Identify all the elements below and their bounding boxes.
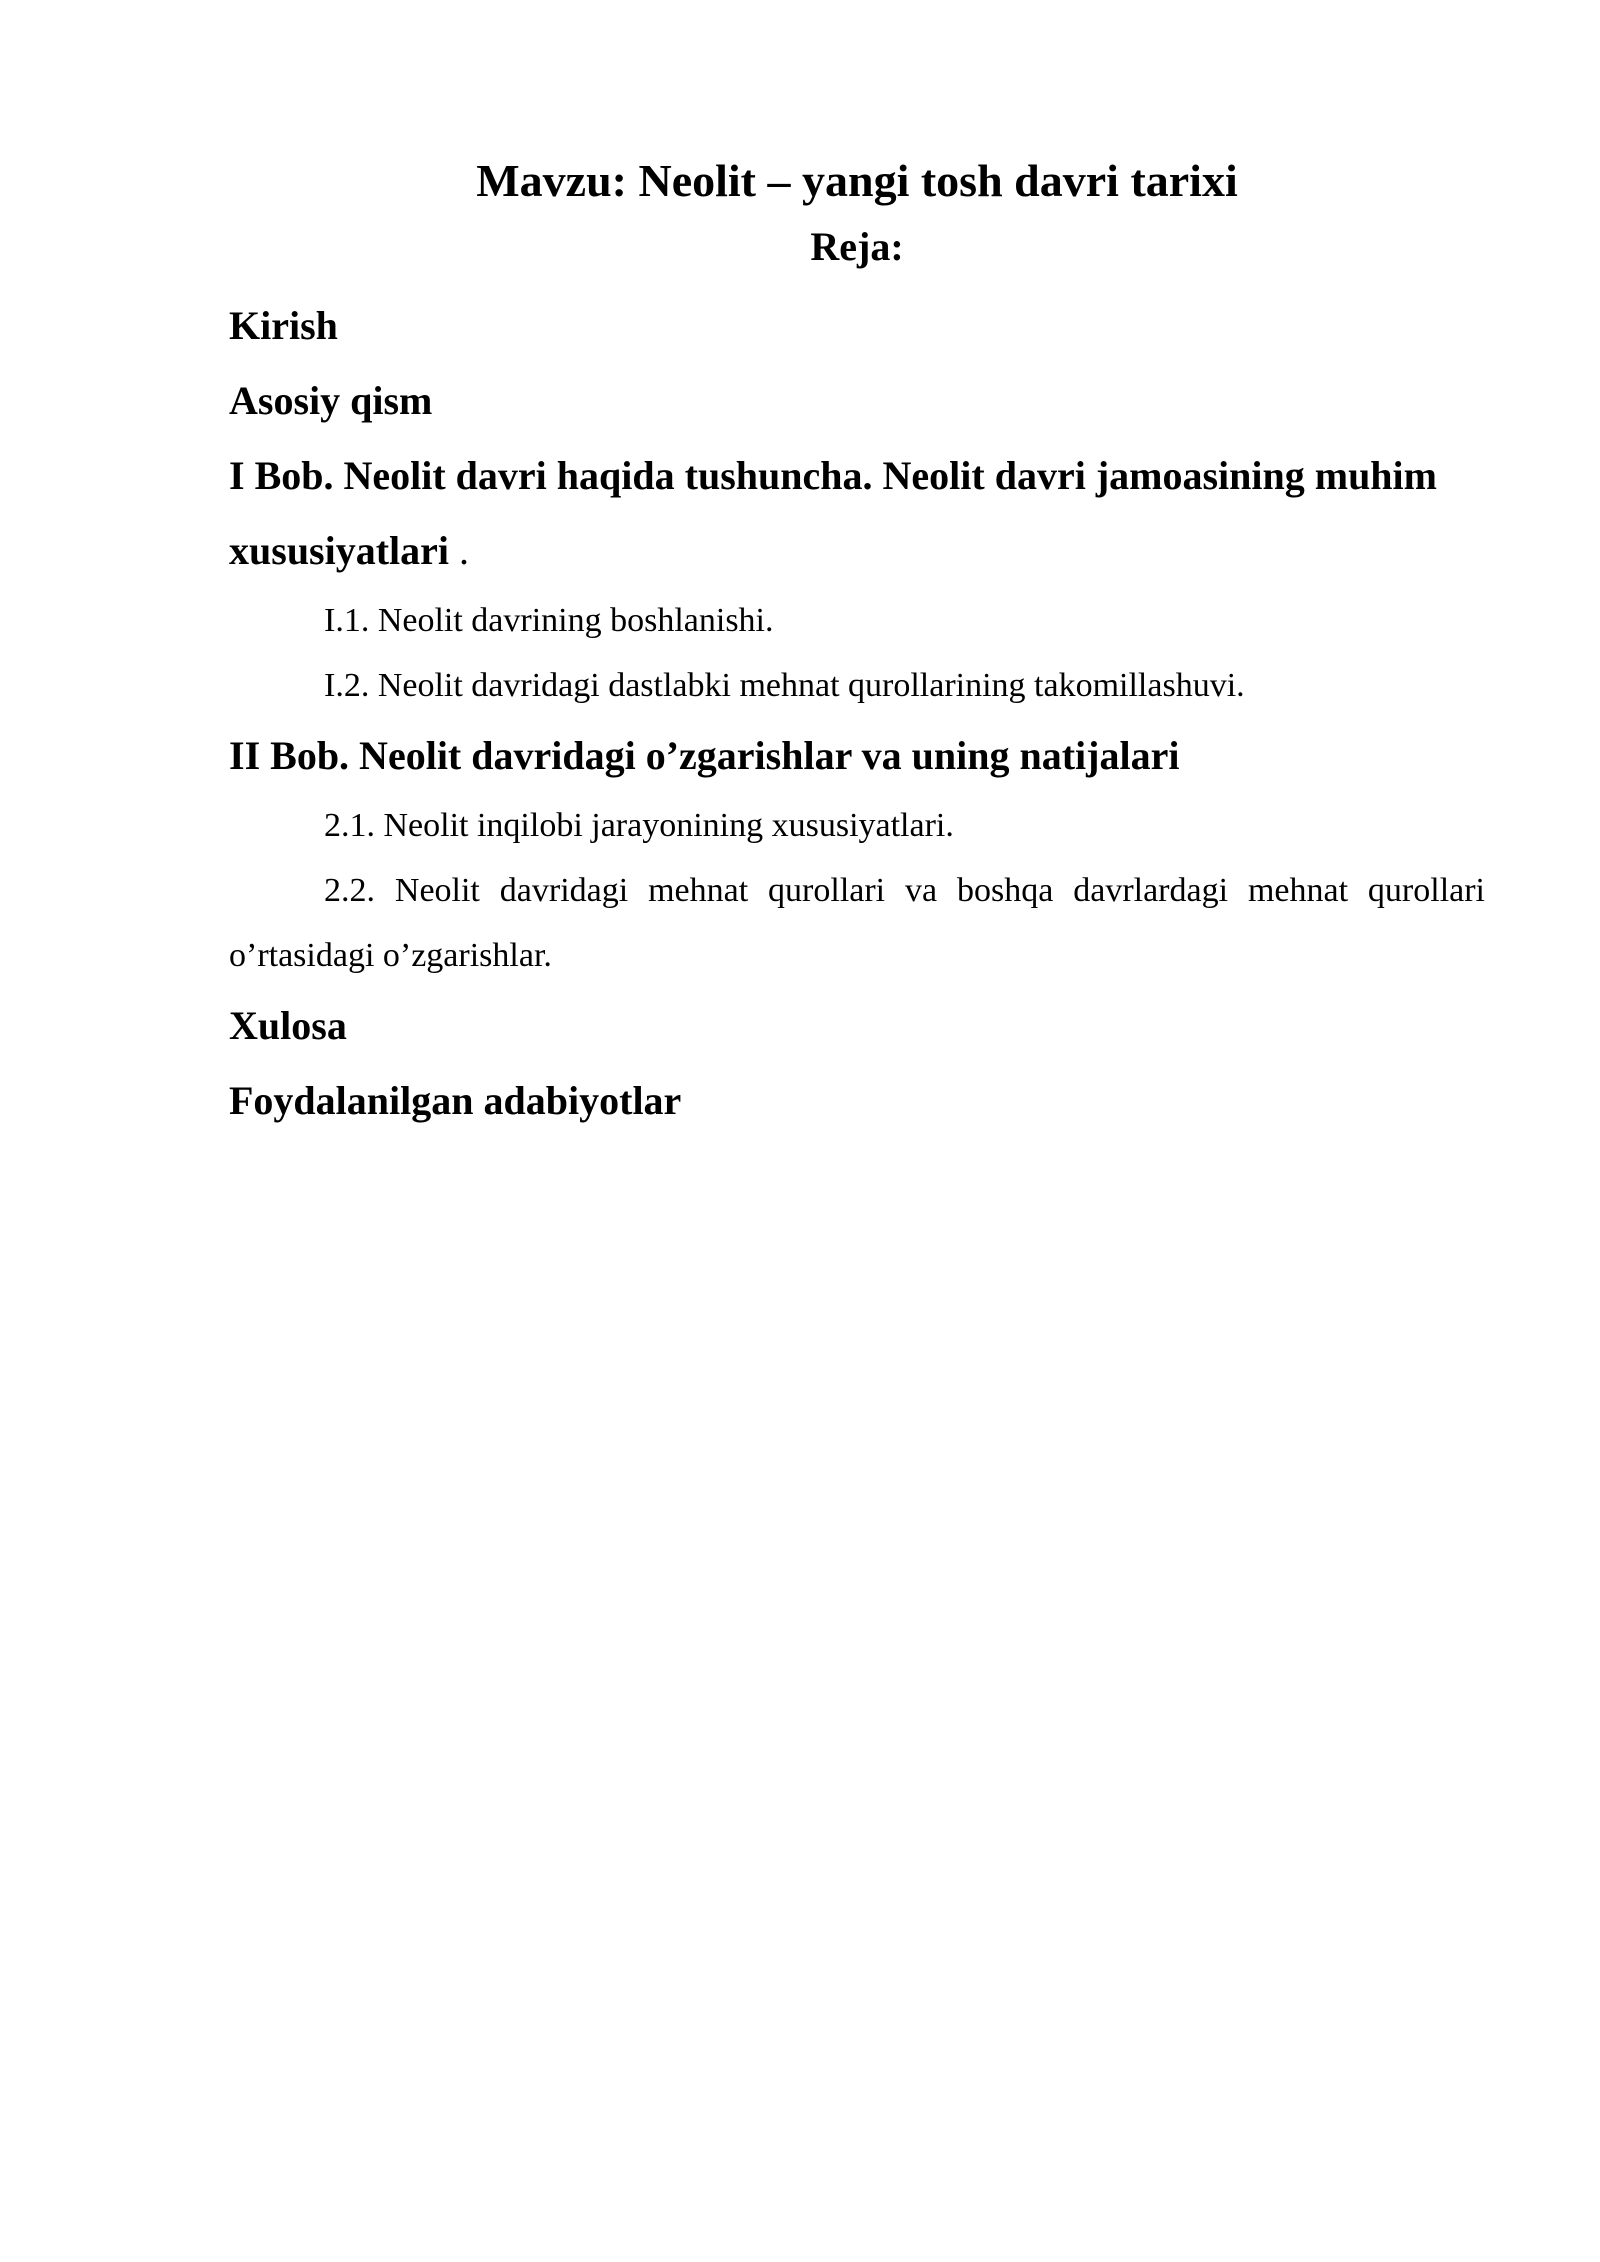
section-references: Foydalanilgan adabiyotlar — [229, 1078, 682, 1123]
section-main: Asosiy qism — [229, 378, 433, 423]
chapter-2-item-1: 2.1. Neolit inqilobi jarayonining xususiyatlari. — [324, 807, 954, 844]
chapter-1-trail: . — [449, 528, 470, 573]
chapter-1-heading — [229, 438, 1485, 588]
chapter-1-item-2: I.2. Neolit davridagi dastlabki mehnat qurollarining takomillashuvi. — [324, 667, 1245, 704]
section-intro: Kirish — [229, 303, 338, 348]
chapter-2-heading: II Bob. Neolit davridagi o’zgarishlar va uning natijalari — [229, 733, 1180, 778]
document-content — [229, 148, 1485, 1138]
plan-heading: Reja: — [810, 224, 904, 269]
chapter-1-title: I Bob. Neolit davri haqida tushuncha. Neolit davri jamoasining muhim xususiyatlari — [229, 453, 1437, 573]
chapter-2-item-2: 2.2. Neolit davridagi mehnat qurollari va boshqa davrlardagi mehnat qurollari o’rtasidagi o’zgarishlar. — [229, 872, 1485, 974]
section-conclusion: Xulosa — [229, 1003, 347, 1048]
chapter-1-item-1: I.1. Neolit davrining boshlanishi. — [324, 602, 774, 639]
document-title: Mavzu: Neolit – yangi tosh davri tarixi — [476, 155, 1238, 206]
